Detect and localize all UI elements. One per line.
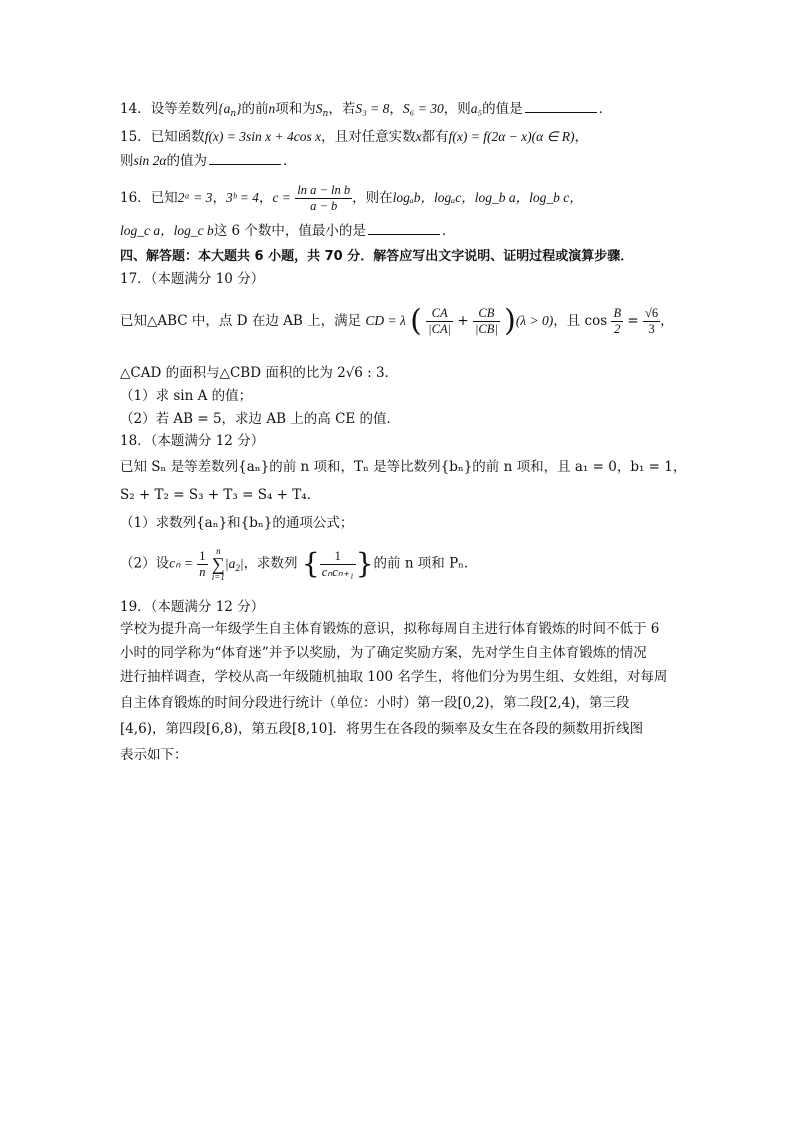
- question-16-line2: [120, 222, 455, 240]
- right-brace: }: [355, 547, 374, 580]
- q15-func: f(x) = 3sin x + 4cos x: [204, 129, 322, 144]
- frac-den: |CB|: [474, 322, 498, 336]
- q14-text: ，若: [328, 101, 356, 117]
- answer-blank: [209, 152, 281, 165]
- frac-num: B: [613, 306, 622, 320]
- q14-target: a₅: [470, 101, 483, 116]
- q18-c: cₙ =: [169, 555, 193, 571]
- q19-body-4: 自主体育锻炼的时间分段进行统计（单位：小时）第一段[0,2)，第二段[2,4)，第三段: [120, 695, 630, 711]
- q16-text: ，则在: [352, 190, 393, 206]
- q17-cos-frac: [611, 306, 623, 337]
- answer-blank: [525, 100, 597, 113]
- q18-part2: [120, 546, 478, 585]
- q15-comma: ，: [574, 129, 588, 145]
- q16-logs: log_c a，log_c b: [120, 223, 214, 238]
- question-number: 16．: [120, 190, 151, 206]
- q16-end: ．: [441, 223, 456, 239]
- q15-text: 则: [120, 153, 134, 169]
- q16-frac-den: a − b: [310, 199, 338, 213]
- frac-den: |CA|: [428, 322, 452, 336]
- frac-num: √6: [645, 306, 659, 320]
- frac-num: 1: [320, 549, 356, 565]
- q18-part1: （1）求数列{aₙ}和{bₙ}的通项公式；: [120, 515, 354, 531]
- q17-rhs-frac: [643, 306, 660, 337]
- sum-bottom: i=1: [211, 572, 225, 582]
- q18-text: 的前 n 项和 Pₙ．: [373, 555, 478, 572]
- frac-den: n: [199, 564, 206, 579]
- q17-line1: [120, 304, 674, 339]
- q16-c3: c =: [272, 190, 291, 205]
- q17-text: 已知△ABC 中，点 D 在边 AB 上，满足: [120, 313, 362, 329]
- q15-expr: sin 2α: [133, 153, 167, 168]
- q16-c2: 3ᵇ = 4: [225, 190, 259, 205]
- plus-sign: +: [457, 313, 469, 329]
- right-paren: ): [504, 303, 516, 339]
- left-brace: {: [301, 547, 320, 580]
- section-heading: 四、解答题：本大题共 6 小题，共 70 分．解答应写出文字说明、证明过程或演算步骤．: [120, 249, 634, 264]
- frac-den: 3: [648, 322, 655, 336]
- q19-body-5: [4,6)，第四段[6,8)，第五段[8,10]．将男生在各段的频率及女生在各段的频数用折线图: [120, 721, 644, 737]
- q14-seq-end: }: [236, 101, 242, 116]
- question-14: 14．设等差数列$\{a_n\}$的前n项和为$S_n$，若S₃ = 8，S₆ = 30，则a₅的值是 ．: [120, 101, 613, 119]
- q17-line2: △CAD 的面积与△CBD 面积的比为 2√6 : 3．: [120, 365, 399, 381]
- q18-frac: [197, 549, 207, 580]
- q18-line2: S₂ + T₂ = S₃ + T₃ = S₄ + T₄．: [120, 487, 321, 503]
- q14-text: ，则: [443, 101, 471, 117]
- q17-part2: （2）若 AB = 5，求边 AB 上的高 CE 的值．: [120, 411, 401, 427]
- q14-S-sub: n: [322, 109, 329, 119]
- q19-header: 19．（本题满分 12 分）: [120, 599, 265, 615]
- q14-cond1: S₃ = 8: [355, 101, 390, 116]
- q15-eq: f(x) = f(2α − x)(α ∈ R): [448, 129, 575, 144]
- q16-text: 已知: [150, 190, 178, 206]
- q15-text: 都有: [421, 129, 449, 145]
- q15-text: 的值为: [166, 153, 207, 169]
- q18-sum: [212, 546, 225, 582]
- q17-tail: ，: [660, 313, 674, 329]
- q18-text: （2）设: [120, 555, 170, 572]
- frac-num: 1: [199, 548, 206, 563]
- sum-top: n: [216, 546, 221, 556]
- sigma: ∑: [211, 554, 225, 574]
- q15-text: ，且对任意实数: [321, 129, 416, 145]
- q18-text: ，求数列: [243, 555, 298, 572]
- q16-frac-num: ln a − ln b: [297, 183, 351, 197]
- q15-text: 已知函数: [150, 129, 205, 145]
- q17-text: ，且 cos: [553, 313, 608, 329]
- question-15: [120, 128, 588, 146]
- left-paren: (: [410, 303, 422, 339]
- q17-part1: （1）求 sin A 的值；: [120, 388, 253, 404]
- question-number: 14．: [120, 101, 151, 117]
- q18-abs: $|a_2|$: [224, 555, 244, 573]
- q16-text: 这 6 个数中，值最小的是: [213, 223, 366, 239]
- frac-num: CB: [473, 306, 500, 322]
- q17-lambda: (λ > 0): [515, 313, 554, 328]
- frac-den: 2: [614, 322, 621, 336]
- q14-text: 的前: [241, 101, 269, 117]
- question-number: 15．: [120, 129, 151, 145]
- question-15-line2: [120, 152, 296, 170]
- q17-vec-frac-2: [473, 306, 500, 337]
- q18-line1: 已知 Sₙ 是等差数列{aₙ}的前 n 项和，Tₙ 是等比数列{bₙ}的前 n 项和，且 a₁ = 0，b₁ = 1，: [120, 459, 687, 475]
- q14-seq: {a: [218, 101, 231, 116]
- q15-x: x: [415, 129, 422, 144]
- q15-end: ．: [282, 153, 297, 169]
- q14-seq-sub: n: [230, 109, 237, 119]
- answer-blank: [368, 222, 440, 235]
- q14-cond2: S₆ = 30: [402, 101, 444, 116]
- q19-body-1: 学校为提升高一年级学生自主体育锻炼的意识，拟称每周自主进行体育锻炼的时间不低于 6: [120, 621, 660, 637]
- q17-header: 17．（本题满分 10 分）: [120, 271, 265, 287]
- q18-seq-frac: [320, 549, 356, 580]
- q16-logs: logₐb，logₐc，log_b a，log_b c，: [392, 190, 583, 205]
- frac-num: CA: [426, 306, 453, 322]
- q14-text: 项和为: [275, 101, 316, 117]
- q14-text: 设等差数列: [150, 101, 219, 117]
- q19-body-3: 进行抽样调查，学校从高一年级随机抽取 100 名学生，将他们分为男生组、女姓组，对每周: [120, 669, 668, 685]
- q14-text: 的值是: [482, 101, 523, 117]
- q17-vec-lhs: CD = λ: [365, 313, 406, 328]
- equals-sign: =: [627, 313, 639, 329]
- q19-body-6: 表示如下：: [120, 747, 188, 763]
- frac-den: cₙcₙ₊₁: [321, 564, 354, 579]
- q14-S: S: [315, 101, 323, 116]
- q18-header: 18．（本题满分 12 分）: [120, 433, 265, 449]
- q14-n: n: [268, 101, 276, 116]
- q19-body-2: 小时的同学称为“体育迷”并予以奖励，为了确定奖励方案，先对学生自主体育锻炼的情况: [120, 645, 647, 661]
- q14-end: ．: [598, 101, 613, 117]
- q17-vec-frac-1: [426, 306, 453, 337]
- q16-fraction: [295, 183, 352, 214]
- question-16: 16．已知2ᵃ = 3，3ᵇ = 4，c = $\frac{\text{ln a − ln b}}{a - b}$ ，则在logₐb，logₐc，log_b a，log_b c，: [120, 183, 583, 213]
- q16-c1: 2ᵃ = 3: [177, 190, 213, 205]
